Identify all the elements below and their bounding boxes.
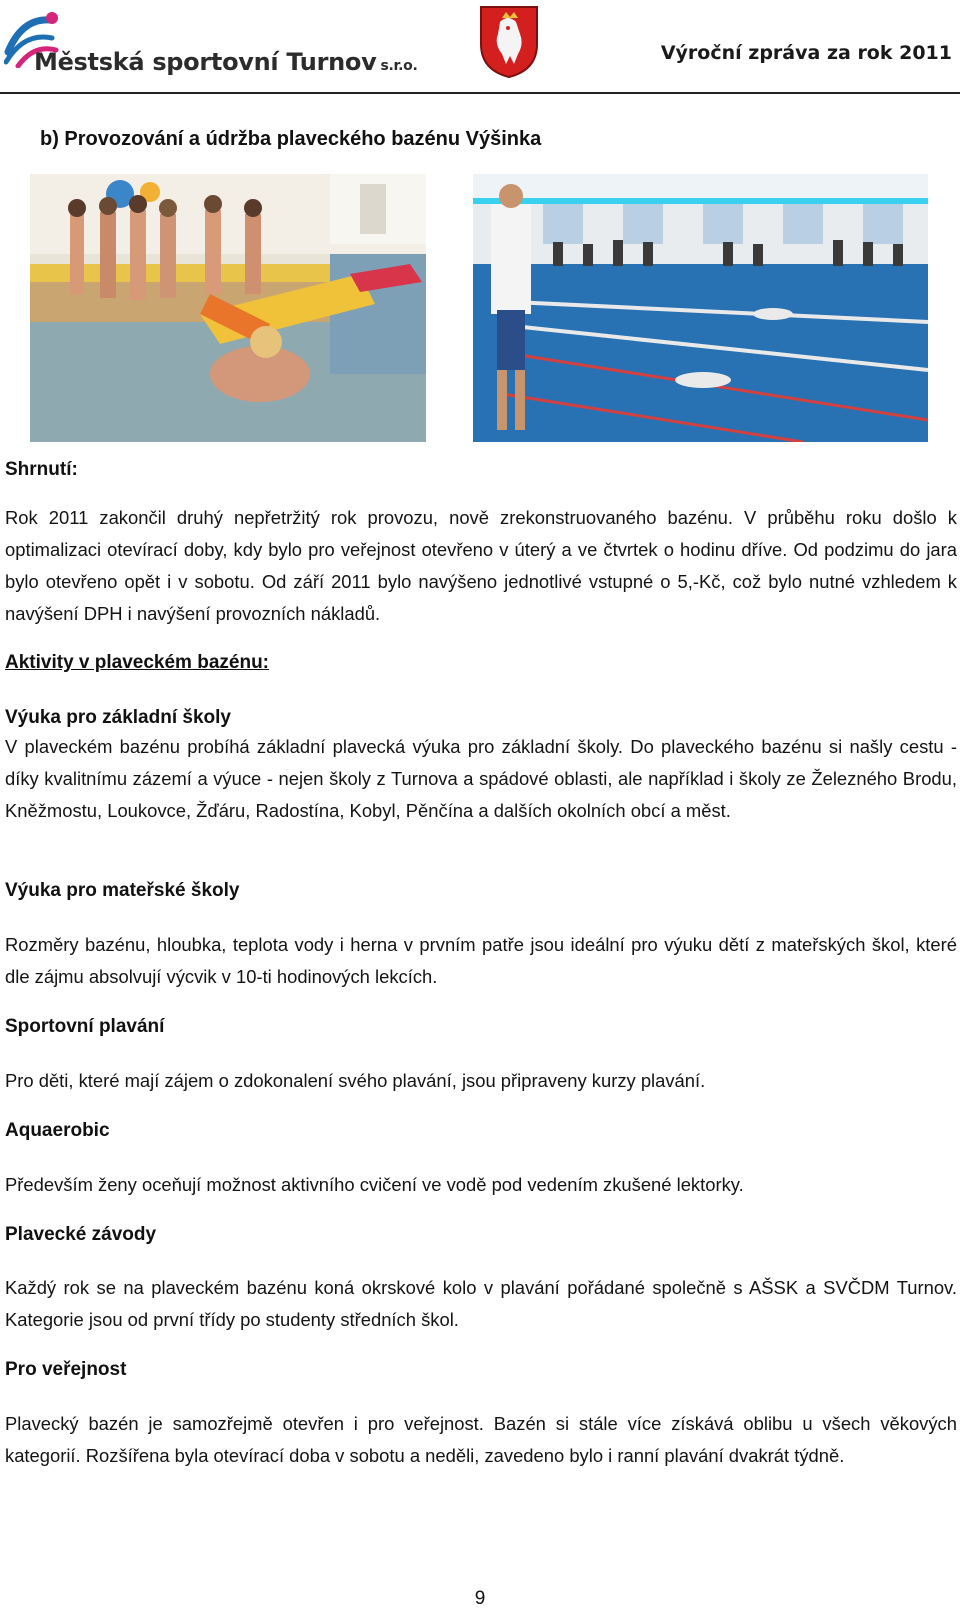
coat-of-arms-icon	[478, 4, 540, 80]
activity-text-public: Plavecký bazén je samozřejmě otevřen i pro veřejnost. Bazén si stále více získává oblibu u všech věkových kategorií. Rozšířena byla otevírací doba v sobotu a neděli, zavedeno bylo i ranní plavání dvakrát týdně.	[5, 1413, 957, 1466]
company-name	[34, 48, 417, 76]
swimming-lanes-photo-icon	[473, 174, 928, 442]
activity-text-sport-swimming: Pro děti, které mají zájem o zdokonalení svého plavání, jsou připraveny kurzy plavání.	[5, 1070, 706, 1091]
activity-text-aquaerobic: Především ženy oceňují možnost aktivního cvičení ve vodě pod vedením zkušené lektorky.	[5, 1174, 744, 1195]
page-number: 9	[474, 1588, 486, 1609]
page-header	[0, 0, 960, 94]
header-divider	[0, 92, 960, 94]
children-pool-photo-icon	[30, 174, 426, 442]
activity-text-kindergarten: Rozměry bazénu, hloubka, teplota vody i herna v prvním patře jsou ideální pro výuku dětí z mateřských škol, které dle zájmu absolvují výcvik v 10-ti hodinových lekcích.	[5, 934, 957, 987]
children-pool-photo	[30, 174, 426, 442]
company-logo	[4, 8, 418, 84]
activity-title-swim-races: Plavecké závody	[5, 1224, 157, 1245]
company-name-text: Městská sportovní Turnov	[34, 48, 377, 76]
report-title: Výroční zpráva za rok 2011	[660, 42, 952, 64]
activity-title-elementary: Výuka pro základní školy	[5, 707, 231, 728]
swimming-lanes-photo	[473, 174, 928, 442]
activity-title-aquaerobic: Aquaerobic	[5, 1120, 110, 1141]
summary-heading: Shrnutí:	[5, 459, 78, 480]
activity-text-swim-races: Každý rok se na plaveckém bazénu koná okrskové kolo v plavání pořádané společně s AŠSK a SVČDM Turnov. Kategorie jsou od první třídy po studenty středních škol.	[5, 1277, 957, 1330]
activity-title-public: Pro veřejnost	[5, 1359, 127, 1380]
section-heading: b) Provozování a údržba plaveckého bazénu Výšinka	[40, 128, 542, 150]
activities-heading: Aktivity v plaveckém bazénu:	[5, 652, 269, 673]
activity-title-sport-swimming: Sportovní plavání	[5, 1016, 165, 1037]
activity-text-elementary: V plaveckém bazénu probíhá základní plavecká výuka pro základní školy. Do plaveckého bazénu si našly cestu - díky kvalitnímu zázemí a výuce - nejen školy z Turnova a spádové oblasti, ale například i školy ze Železného Brodu, Kněžmostu, Loukovce, Žďáru, Radostína, Kobyl, Pěnčína a dalších okolních obcí a měst.	[5, 736, 957, 821]
activity-title-kindergarten: Výuka pro mateřské školy	[5, 880, 240, 901]
company-suffix: s.r.o.	[380, 58, 418, 74]
summary-text: Rok 2011 zakončil druhý nepřetržitý rok provozu, nově zrekonstruovaného bazénu. V průběhu roku došlo k optimalizaci otevírací doby, kdy bylo pro veřejnost otevřeno v úterý a ve čtvrtek o hodinu dříve. Od podzimu do jara bylo otevřeno opět i v sobotu. Od září 2011 bylo navýšeno jednotlivé vstupné o 5,-Kč, což bylo nutné vzhledem k navýšení DPH i navýšení provozních nákladů.	[5, 507, 957, 624]
